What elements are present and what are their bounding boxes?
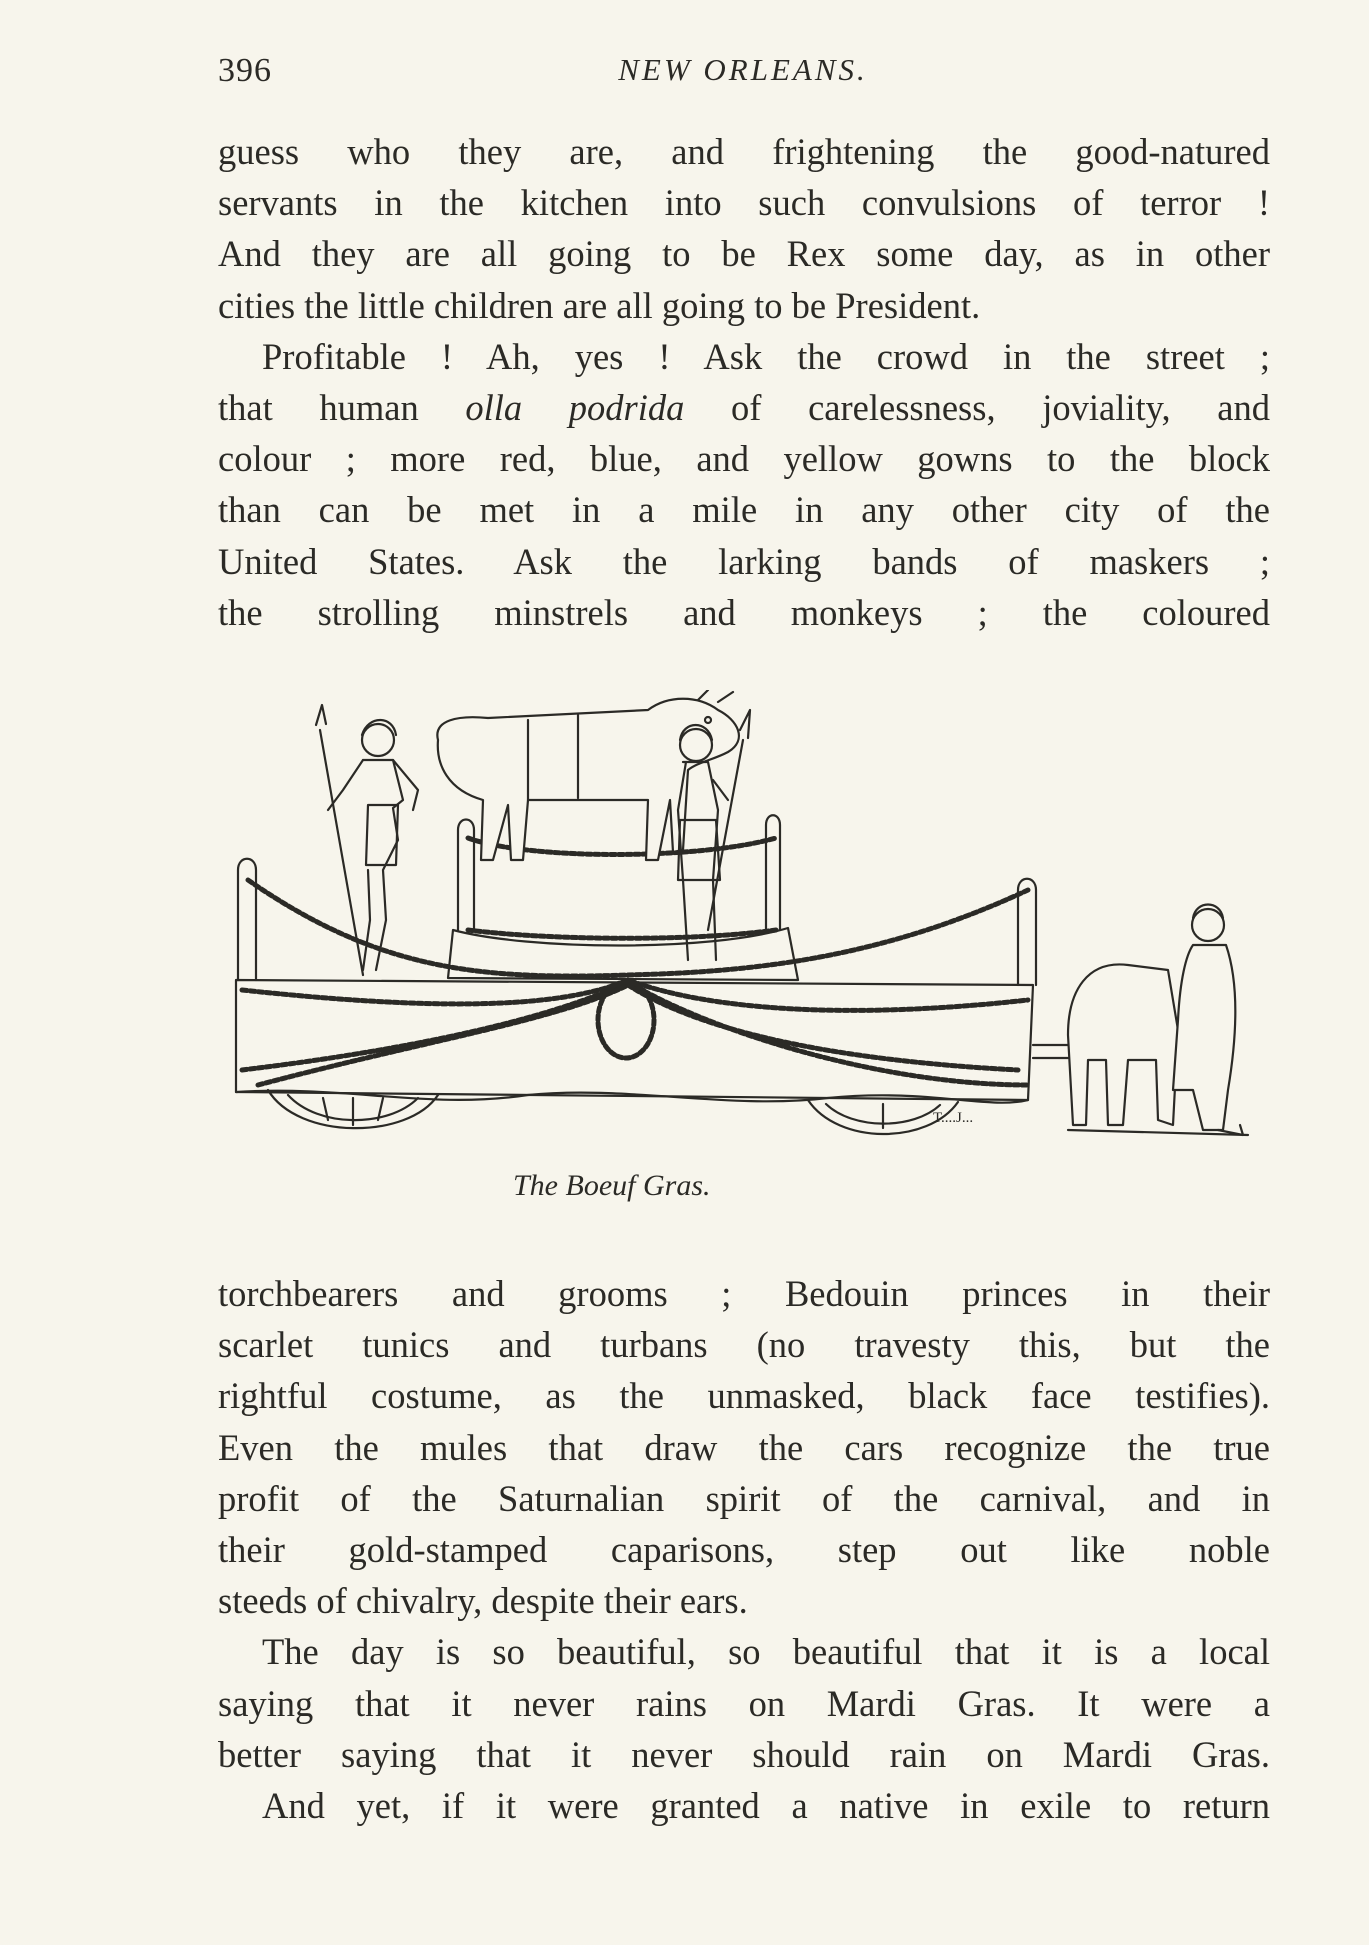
- illustration-caption: The Boeuf Gras.: [513, 1169, 711, 1202]
- text-line: the strolling minstrels and monkeys ; the coloured: [218, 591, 1270, 633]
- text-line: guess who they are, and frightening the good-natured: [218, 131, 1270, 172]
- left-attendant-figure: [316, 705, 418, 975]
- text-line: United States. Ask the larking bands of maskers ;: [218, 540, 1270, 582]
- text-block-bottom: [218, 1268, 1270, 1831]
- text-line: servants in the kitchen into such convulsions of terror !: [218, 182, 1270, 224]
- text-line-with-italic: [218, 382, 1270, 433]
- text-line: Profitable ! Ah, yes ! Ask the crowd in the street ;: [262, 335, 1270, 377]
- text-line: than can be met in a mile in any other city of the: [218, 489, 1270, 531]
- italic-phrase: olla podrida: [465, 387, 685, 429]
- text-line: saying that it never rains on Mardi Gras. It were a: [218, 1682, 1270, 1724]
- text-line: steeds of chivalry, despite their ears.: [218, 1580, 748, 1622]
- text-line: better saying that it never should rain on Mardi Gras.: [218, 1733, 1270, 1775]
- running-title: NEW ORLEANS.: [618, 52, 868, 87]
- text-block-top: [218, 126, 1270, 638]
- ox-figure: [437, 690, 739, 860]
- artist-signature: T....J...: [933, 1110, 974, 1126]
- page-number: 396: [218, 52, 272, 89]
- mule-and-groom-figure: [1068, 905, 1248, 1136]
- text-fragment: of carelessness, joviality, and: [684, 387, 1270, 429]
- text-line: And yet, if it were granted a native in exile to return: [262, 1785, 1270, 1827]
- text-line: The day is so beautiful, so beautiful that it is a local: [262, 1631, 1270, 1673]
- boeuf-gras-illustration: [228, 690, 1278, 1210]
- text-line: Even the mules that draw the cars recognize the true: [218, 1426, 1270, 1468]
- text-line: And they are all going to be Rex some day, as in other: [218, 233, 1270, 275]
- running-head: [218, 52, 1268, 96]
- text-fragment: that human: [218, 387, 466, 429]
- text-line: cities the little children are all going to be President.: [218, 284, 981, 326]
- text-line: torchbearers and grooms ; Bedouin princes in their: [218, 1273, 1270, 1314]
- text-line: scarlet tunics and turbans (no travesty this, but the: [218, 1324, 1270, 1366]
- text-line: rightful costume, as the unmasked, black face testifies).: [218, 1375, 1270, 1417]
- float-shaft: [1033, 1045, 1068, 1058]
- text-line: profit of the Saturnalian spirit of the carnival, and in: [218, 1477, 1270, 1519]
- text-line: colour ; more red, blue, and yellow gowns to the block: [218, 438, 1270, 480]
- text-line: their gold-stamped caparisons, step out like noble: [218, 1529, 1270, 1571]
